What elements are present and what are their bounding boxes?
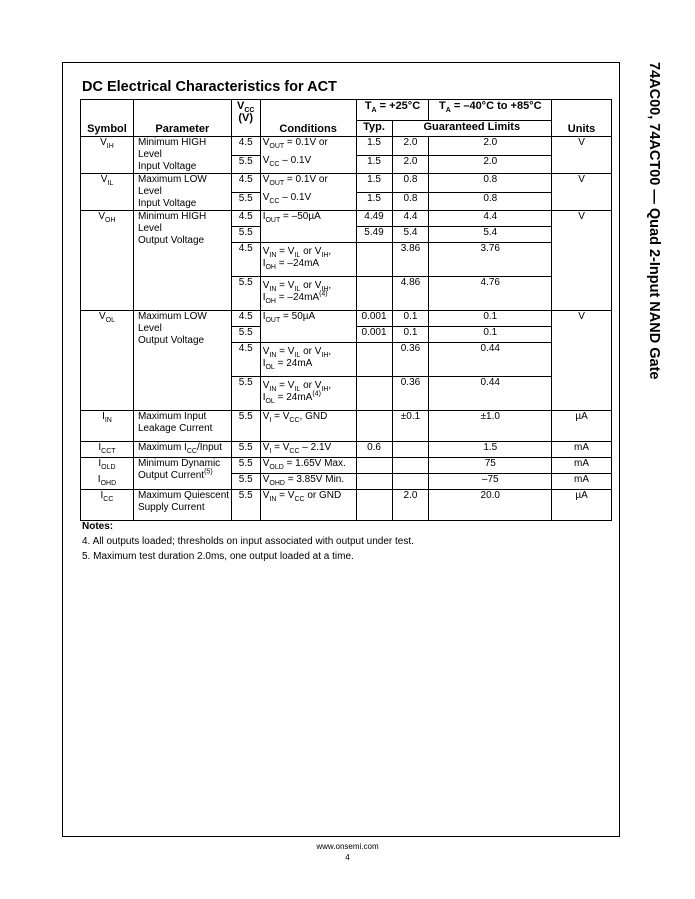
parameter-cell: Maximum Quiescent Supply Current [133,490,231,521]
conditions-cell: $I_{OUT} = -50\mu A$ [260,211,356,227]
units-cell: µA [552,490,612,521]
limit-range-cell: 1.5 [429,442,552,458]
table-header [81,100,612,137]
vcc-cell: 5.5 [231,192,260,211]
symbol-cell: $I_{OHD}$ [81,474,134,490]
table-row [81,137,612,156]
table-body [81,137,612,521]
conditions-cell [260,327,356,343]
limit-25-cell: 5.4 [392,227,429,243]
footer-website: www.onsemi.com [316,842,379,851]
conditions-cell: $V_{OUT} = 0.1V$ or [260,174,356,193]
symbol-cell: $V_{OH}$ [81,211,134,311]
vcc-cell: 4.5 [231,211,260,227]
limit-25-cell [392,458,429,474]
limit-25-cell: 3.86 [392,243,429,277]
table-row [81,411,612,442]
symbol-cell: $V_{OL}$ [81,311,134,411]
limit-25-cell: 0.36 [392,377,429,411]
units-cell: µA [552,411,612,442]
typ-cell: 1.5 [356,174,392,193]
header-guaranteed-limits: Guaranteed Limits [392,121,552,137]
vcc-cell: 5.5 [231,327,260,343]
symbol-cell: $V_{IH}$ [81,137,134,174]
parameter-cell: Maximum LOW Level Output Voltage [133,311,231,411]
limit-25-cell: 0.36 [392,343,429,377]
units-cell: V [552,311,612,411]
conditions-cell: $V_{OUT} = 0.1V$ or [260,137,356,156]
typ-cell [356,277,392,311]
vcc-cell: 5.5 [231,474,260,490]
limit-range-cell: 4.4 [429,211,552,227]
header-ta-25: $T_A = +25^\circ C$ [356,100,429,121]
vcc-cell: 5.5 [231,277,260,311]
conditions-cell [260,227,356,243]
limit-25-cell: 0.1 [392,327,429,343]
limit-25-cell: 0.8 [392,174,429,193]
units-cell: V [552,211,612,311]
parameter-cell: Maximum LOW Level Input Voltage [133,174,231,211]
limit-range-cell: 0.44 [429,343,552,377]
units-cell: mA [552,474,612,490]
units-cell: mA [552,458,612,474]
table-row [81,458,612,474]
conditions-cell: $V_{CC} - 0.1V$ [260,192,356,211]
limit-25-cell: 2.0 [392,490,429,521]
header-parameter: Parameter [133,100,231,137]
limit-25-cell: 0.1 [392,311,429,327]
limit-range-cell: 75 [429,458,552,474]
side-title [626,62,666,380]
table-row [81,311,612,327]
symbol-cell: $I_{OLD}$ [81,458,134,474]
vcc-cell: 5.5 [231,411,260,442]
conditions-cell: $V_{CC} - 0.1V$ [260,155,356,174]
header-vcc: $V_{CC}$ (V) [231,100,260,137]
vcc-cell: 4.5 [231,174,260,193]
typ-cell: 1.5 [356,155,392,174]
header-units: Units [552,100,612,137]
vcc-cell: 5.5 [231,442,260,458]
limit-range-cell: 2.0 [429,155,552,174]
notes [82,519,414,564]
typ-cell: 1.5 [356,192,392,211]
conditions-cell: $I_{OUT} = 50\mu A$ [260,311,356,327]
conditions-cell: $V_{IN} = V_{IL}$ or $V_{IH}$, $I_{OH} = -24mA$ [260,243,356,277]
typ-cell [356,458,392,474]
typ-cell: 1.5 [356,137,392,156]
conditions-cell: $V_I = V_{CC} - 2.1V$ [260,442,356,458]
table-row [81,490,612,521]
vcc-cell: 5.5 [231,458,260,474]
limit-range-cell: 0.8 [429,174,552,193]
limit-range-cell: 2.0 [429,137,552,156]
typ-cell [356,343,392,377]
typ-cell: 4.49 [356,211,392,227]
symbol-cell: $I_{CC}$ [81,490,134,521]
limit-range-cell: 4.76 [429,277,552,311]
typ-cell [356,474,392,490]
table-row [81,174,612,193]
footer-page-number: 4 [345,853,350,862]
units-cell: mA [552,442,612,458]
typ-cell: 0.001 [356,327,392,343]
header-ta-range: $T_A = -40^\circ C$ to +85°C [429,100,552,121]
typ-cell: 0.001 [356,311,392,327]
conditions-cell: $V_I = V_{CC}$, GND [260,411,356,442]
typ-cell: 0.6 [356,442,392,458]
limit-25-cell: ±0.1 [392,411,429,442]
vcc-cell: 5.5 [231,377,260,411]
typ-cell: 5.49 [356,227,392,243]
notes-heading: Notes: [82,521,114,532]
vcc-cell: 4.5 [231,311,260,327]
limit-range-cell: 3.76 [429,243,552,277]
typ-cell [356,243,392,277]
vcc-cell: 4.5 [231,137,260,156]
conditions-cell: $V_{OLD} = 1.65V$ Max. [260,458,356,474]
limit-25-cell: 2.0 [392,155,429,174]
typ-cell [356,377,392,411]
limit-25-cell: 4.86 [392,277,429,311]
section-title: DC Electrical Characteristics for ACT [82,79,337,95]
limit-range-cell: 0.1 [429,327,552,343]
side-title-text: 74AC00, 74ACT00 — Quad 2-Input NAND Gate [646,62,662,380]
conditions-cell: $V_{IN} = V_{IL}$ or $V_{IH}$, $I_{OL} = 24mA$ [260,343,356,377]
note-5: 5. Maximum test duration 2.0ms, one output loaded at a time. [82,551,354,562]
symbol-cell: $I_{IN}$ [81,411,134,442]
conditions-cell: $V_{IN} = V_{IL}$ or $V_{IH}$, $I_{OL} = 24mA^{(4)}$ [260,377,356,411]
parameter-cell: Minimum HIGH Level Output Voltage [133,211,231,311]
limit-25-cell: 2.0 [392,137,429,156]
vcc-cell: 5.5 [231,227,260,243]
typ-cell [356,411,392,442]
dc-characteristics-table [80,99,612,521]
vcc-cell: 4.5 [231,243,260,277]
limit-range-cell: ±1.0 [429,411,552,442]
parameter-cell: Minimum Dynamic Output Current$^{(5)}$ [133,458,231,490]
symbol-cell: $I_{CCT}$ [81,442,134,458]
units-cell: V [552,137,612,174]
conditions-cell: $V_{OHD} = 3.85V$ Min. [260,474,356,490]
limit-range-cell: 0.1 [429,311,552,327]
typ-cell [356,490,392,521]
limit-25-cell: 0.8 [392,192,429,211]
symbol-cell: $V_{IL}$ [81,174,134,211]
limit-range-cell: 5.4 [429,227,552,243]
note-4: 4. All outputs loaded; thresholds on input associated with output under test. [82,536,414,547]
units-cell: V [552,174,612,211]
vcc-cell: 5.5 [231,490,260,521]
limit-25-cell [392,442,429,458]
header-symbol: Symbol [81,100,134,137]
limit-range-cell: –75 [429,474,552,490]
vcc-cell: 4.5 [231,343,260,377]
limit-25-cell: 4.4 [392,211,429,227]
parameter-cell: Maximum Input Leakage Current [133,411,231,442]
header-conditions: Conditions [260,100,356,137]
limit-range-cell: 0.44 [429,377,552,411]
limit-range-cell: 20.0 [429,490,552,521]
conditions-cell: $V_{IN} = V_{CC}$ or GND [260,490,356,521]
limit-25-cell [392,474,429,490]
vcc-cell: 5.5 [231,155,260,174]
table-row [81,211,612,227]
header-typ: Typ. [356,121,392,137]
parameter-cell: Maximum $I_{CC}$/Input [133,442,231,458]
table-row [81,442,612,458]
parameter-cell: Minimum HIGH Level Input Voltage [133,137,231,174]
conditions-cell: $V_{IN} = V_{IL}$ or $V_{IH}$, $I_{OH} = -24mA^{(4)}$ [260,277,356,311]
limit-range-cell: 0.8 [429,192,552,211]
